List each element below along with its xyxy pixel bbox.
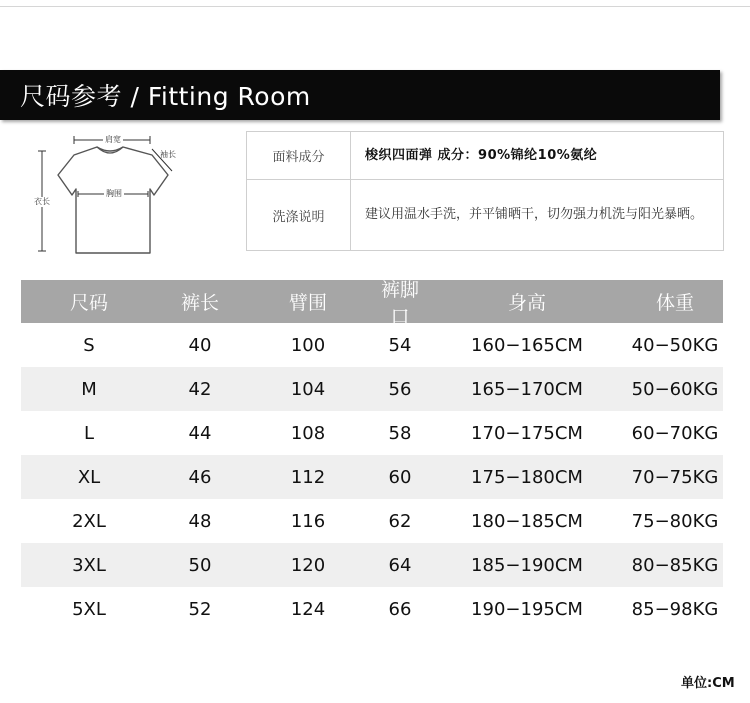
cell-size: XL xyxy=(77,466,101,488)
cell-leg-opening: 54 xyxy=(388,334,412,356)
wash-row xyxy=(247,180,723,250)
cell-size: L xyxy=(83,422,95,444)
cell-weight: 75−80KG xyxy=(631,510,719,532)
cell-size: 5XL xyxy=(72,598,106,620)
cell-height: 165−170CM xyxy=(471,378,583,400)
cell-weight: 80−85KG xyxy=(631,554,719,576)
cell-weight: 85−98KG xyxy=(631,598,719,620)
cell-height: 160−165CM xyxy=(471,334,583,356)
cell-leg-opening: 58 xyxy=(388,422,412,444)
wash-key: 洗涤说明 xyxy=(247,180,351,250)
top-divider xyxy=(0,6,750,7)
cell-size: S xyxy=(83,334,95,356)
title-banner xyxy=(0,70,720,120)
fabric-row xyxy=(247,132,723,180)
tshirt-measurement-diagram xyxy=(0,125,240,270)
cell-arm-circumference: 112 xyxy=(290,466,326,488)
chest-label: 胸围 xyxy=(106,189,122,198)
cell-size: 3XL xyxy=(72,554,106,576)
header-size: 尺码 xyxy=(69,292,108,314)
cell-arm-circumference: 104 xyxy=(290,378,326,400)
table-row xyxy=(21,543,723,587)
cell-arm-circumference: 100 xyxy=(290,334,326,356)
cell-pants-length: 48 xyxy=(188,510,212,532)
cell-pants-length: 46 xyxy=(188,466,212,488)
cell-pants-length: 52 xyxy=(188,598,212,620)
product-info-table xyxy=(246,131,724,251)
cell-weight: 40−50KG xyxy=(631,334,719,356)
table-row xyxy=(21,587,723,631)
cell-size: M xyxy=(81,378,97,400)
sleeve-length-label: 袖长 xyxy=(160,150,176,159)
header-arm-circumference: 臂围 xyxy=(288,292,327,314)
cell-weight: 60−70KG xyxy=(631,422,719,444)
cell-arm-circumference: 120 xyxy=(290,554,326,576)
header-pants-length: 裤长 xyxy=(180,292,219,314)
fabric-key: 面料成分 xyxy=(247,132,351,179)
cell-arm-circumference: 108 xyxy=(290,422,326,444)
table-row xyxy=(21,323,723,367)
size-chart-table xyxy=(21,280,723,631)
table-row xyxy=(21,411,723,455)
page-title: 尺码参考 / Fitting Room xyxy=(20,82,311,111)
body-length-label: 衣长 xyxy=(34,197,50,206)
header-leg-opening: 裤脚口 xyxy=(380,278,419,328)
cell-weight: 70−75KG xyxy=(631,466,719,488)
cell-leg-opening: 62 xyxy=(388,510,412,532)
size-table-header xyxy=(21,278,723,328)
cell-height: 170−175CM xyxy=(471,422,583,444)
cell-pants-length: 50 xyxy=(188,554,212,576)
cell-arm-circumference: 116 xyxy=(290,510,326,532)
table-row xyxy=(21,499,723,543)
cell-weight: 50−60KG xyxy=(631,378,719,400)
unit-note: 单位:CM xyxy=(681,676,735,691)
cell-size: 2XL xyxy=(72,510,106,532)
shoulder-width-label: 肩宽 xyxy=(105,135,121,144)
cell-pants-length: 44 xyxy=(188,422,212,444)
cell-leg-opening: 66 xyxy=(388,598,412,620)
header-weight: 体重 xyxy=(655,292,694,314)
table-row xyxy=(21,367,723,411)
header-height: 身高 xyxy=(507,292,546,314)
cell-leg-opening: 56 xyxy=(388,378,412,400)
cell-leg-opening: 60 xyxy=(388,466,412,488)
cell-pants-length: 42 xyxy=(188,378,212,400)
cell-arm-circumference: 124 xyxy=(290,598,326,620)
table-row xyxy=(21,455,723,499)
wash-value: 建议用温水手洗，并平铺晒干，切勿强力机洗与阳光暴晒。 xyxy=(365,207,704,222)
cell-height: 180−185CM xyxy=(471,510,583,532)
cell-height: 190−195CM xyxy=(471,598,583,620)
cell-height: 175−180CM xyxy=(471,466,583,488)
cell-leg-opening: 64 xyxy=(388,554,412,576)
cell-pants-length: 40 xyxy=(188,334,212,356)
fabric-value: 梭织四面弹 成分：90%锦纶10%氨纶 xyxy=(365,147,598,163)
cell-height: 185−190CM xyxy=(471,554,583,576)
